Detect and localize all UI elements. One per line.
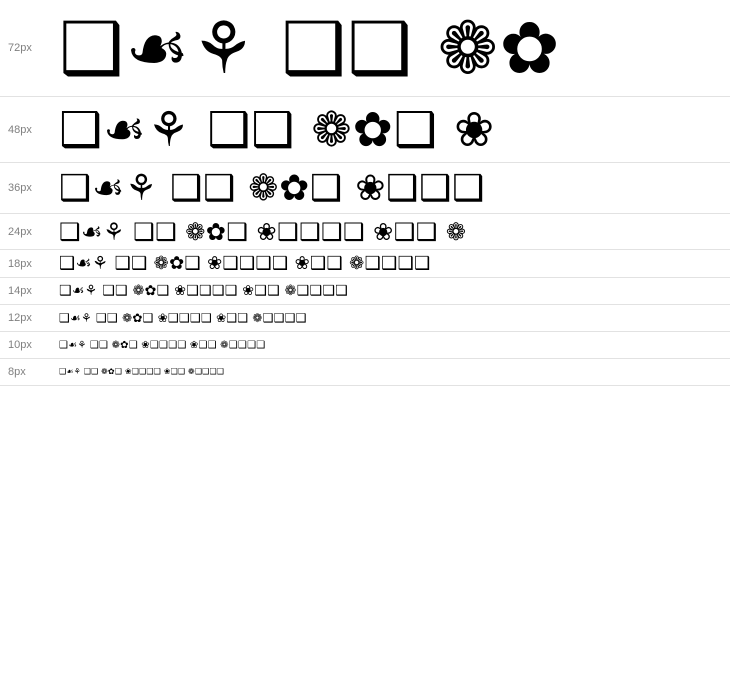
font-sample-text: ❑☙⚘ ❑❑ ❁✿❑ ❀❑❑❑❑ ❀❑❑ ❁ [59, 217, 467, 246]
font-sample-text: ❑☙⚘ ❑❑ ❁✿❑ ❀❑❑❑❑ ❀❑❑ ❁❑❑❑❑ [59, 367, 225, 376]
font-size-row [0, 332, 730, 359]
font-size-row [0, 214, 730, 250]
font-size-row [0, 97, 730, 163]
font-size-label: 18px [8, 257, 32, 270]
font-size-label: 72px [8, 42, 32, 54]
font-size-row [0, 305, 730, 332]
font-size-row [0, 0, 730, 97]
font-size-row [0, 278, 730, 305]
font-size-label: 48px [8, 123, 32, 136]
font-size-row [0, 359, 730, 386]
font-sample-text: ❑☙⚘ ❑❑ ❁✿❑ ❀❑❑❑❑ ❀❑❑ ❁❑❑❑❑ [59, 310, 307, 325]
font-sample-text: ❑☙⚘ ❑❑ ❁✿❑ ❀❑❑❑❑ ❀❑❑ ❁❑❑❑❑ [59, 339, 266, 351]
font-size-label: 14px [8, 285, 32, 297]
font-sample-text: ❑☙⚘ ❑❑ ❁✿❑ ❀❑❑❑❑ ❀❑❑ ❁❑❑❑❑ [59, 253, 431, 274]
font-size-label: 8px [8, 366, 26, 378]
font-sample-text: ❑☙⚘ ❑❑ ❁✿❑ ❀ [59, 101, 496, 158]
font-sample-text: ❑☙⚘ ❑❑ ❁✿ [59, 6, 562, 90]
font-size-label: 36px [8, 182, 32, 194]
font-size-row [0, 163, 730, 214]
font-size-label: 10px [8, 339, 32, 351]
font-size-row [0, 250, 730, 278]
font-sample-text: ❑☙⚘ ❑❑ ❁✿❑ ❀❑❑❑❑ ❀❑❑ ❁❑❑❑❑ [59, 283, 348, 299]
font-sample-text: ❑☙⚘ ❑❑ ❁✿❑ ❀❑❑❑ [59, 167, 486, 209]
font-size-label: 24px [8, 225, 32, 238]
font-size-label: 12px [8, 312, 32, 324]
